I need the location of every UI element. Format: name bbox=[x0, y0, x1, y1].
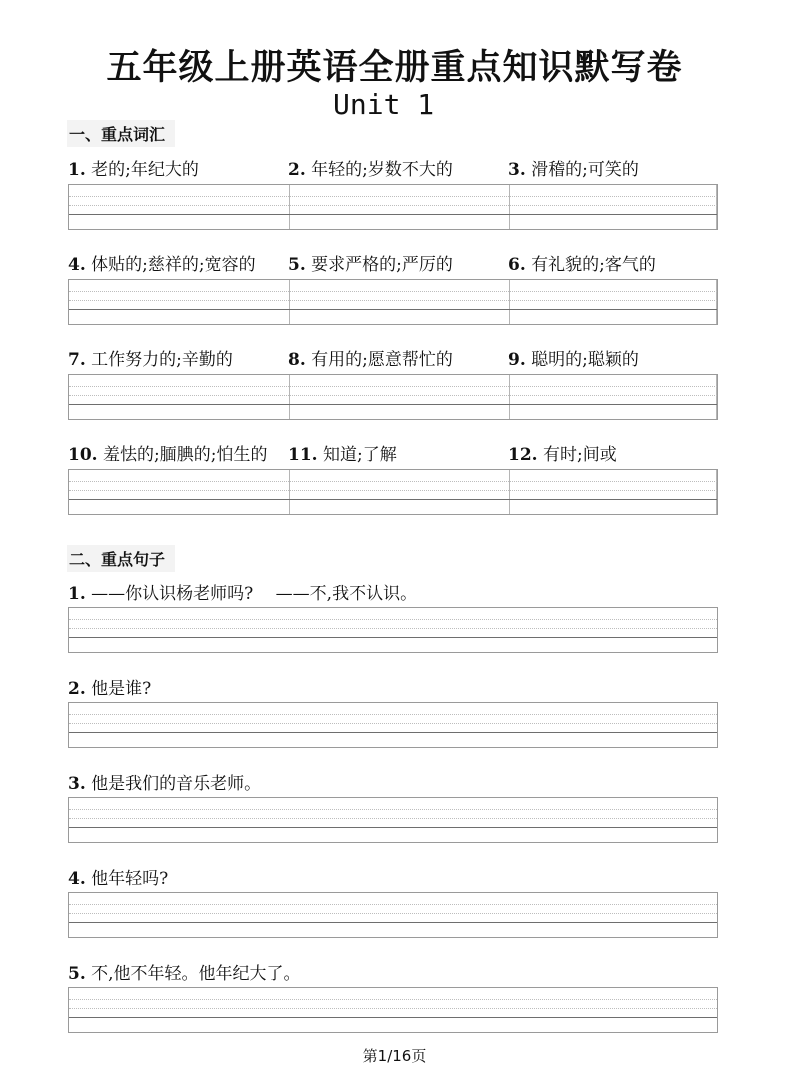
sentence-answer-2[interactable] bbox=[68, 702, 718, 748]
answer-cell[interactable] bbox=[510, 280, 717, 324]
sentence-item-1: 1. ——你认识杨老师吗? ——不,我不认识。 bbox=[68, 584, 418, 604]
answer-cell[interactable] bbox=[69, 375, 290, 419]
vocab-item-9: 9. 聪明的;聪颖的 bbox=[508, 350, 639, 370]
vocab-item-8: 8. 有用的;愿意帮忙的 bbox=[288, 350, 453, 370]
answer-cell[interactable] bbox=[69, 185, 290, 229]
vocab-item-11: 11. 知道;了解 bbox=[288, 445, 397, 465]
answer-cell[interactable] bbox=[510, 375, 717, 419]
sentence-item-4: 4. 他年轻吗? bbox=[68, 869, 169, 889]
vocab-item-7: 7. 工作努力的;辛勤的 bbox=[68, 350, 233, 370]
answer-cell[interactable] bbox=[69, 470, 290, 514]
answer-cell[interactable] bbox=[290, 470, 510, 514]
page-number: 第1/16页 bbox=[362, 1047, 427, 1065]
sentence-answer-1[interactable] bbox=[68, 607, 718, 653]
sentence-item-3: 3. 他是我们的音乐老师。 bbox=[68, 774, 262, 794]
sentence-answer-5[interactable] bbox=[68, 987, 718, 1033]
vocab-section-heading: 一、重点词汇 bbox=[67, 120, 175, 147]
vocab-item-4: 4. 体贴的;慈祥的;宽容的 bbox=[68, 255, 256, 275]
answer-cell[interactable] bbox=[69, 280, 290, 324]
sentence-item-2: 2. 他是谁? bbox=[68, 679, 152, 699]
answer-cell[interactable] bbox=[290, 185, 510, 229]
sentence-section-heading: 二、重点句子 bbox=[67, 545, 175, 572]
sentence-item-5: 5. 不,他不年轻。他年纪大了。 bbox=[68, 964, 301, 984]
sentence-answer-3[interactable] bbox=[68, 797, 718, 843]
vocab-item-6: 6. 有礼貌的;客气的 bbox=[508, 255, 656, 275]
answer-cell[interactable] bbox=[290, 375, 510, 419]
answer-cell[interactable] bbox=[290, 280, 510, 324]
vocab-item-10: 10. 羞怯的;腼腆的;怕生的 bbox=[68, 445, 268, 465]
sentence-answer-4[interactable] bbox=[68, 892, 718, 938]
vocab-answer-row-1[interactable] bbox=[68, 184, 718, 230]
vocab-item-2: 2. 年轻的;岁数不大的 bbox=[288, 160, 453, 180]
answer-cell[interactable] bbox=[510, 470, 717, 514]
answer-cell[interactable] bbox=[510, 185, 717, 229]
vocab-item-12: 12. 有时;间或 bbox=[508, 445, 617, 465]
vocab-item-1: 1. 老的;年纪大的 bbox=[68, 160, 199, 180]
vocab-answer-row-3[interactable] bbox=[68, 374, 718, 420]
page-title: 五年级上册英语全册重点知识默写卷 bbox=[106, 48, 683, 88]
unit-subtitle: Unit 1 bbox=[333, 88, 435, 121]
vocab-answer-row-2[interactable] bbox=[68, 279, 718, 325]
vocab-item-3: 3. 滑稽的;可笑的 bbox=[508, 160, 639, 180]
vocab-item-5: 5. 要求严格的;严厉的 bbox=[288, 255, 453, 275]
vocab-answer-row-4[interactable] bbox=[68, 469, 718, 515]
